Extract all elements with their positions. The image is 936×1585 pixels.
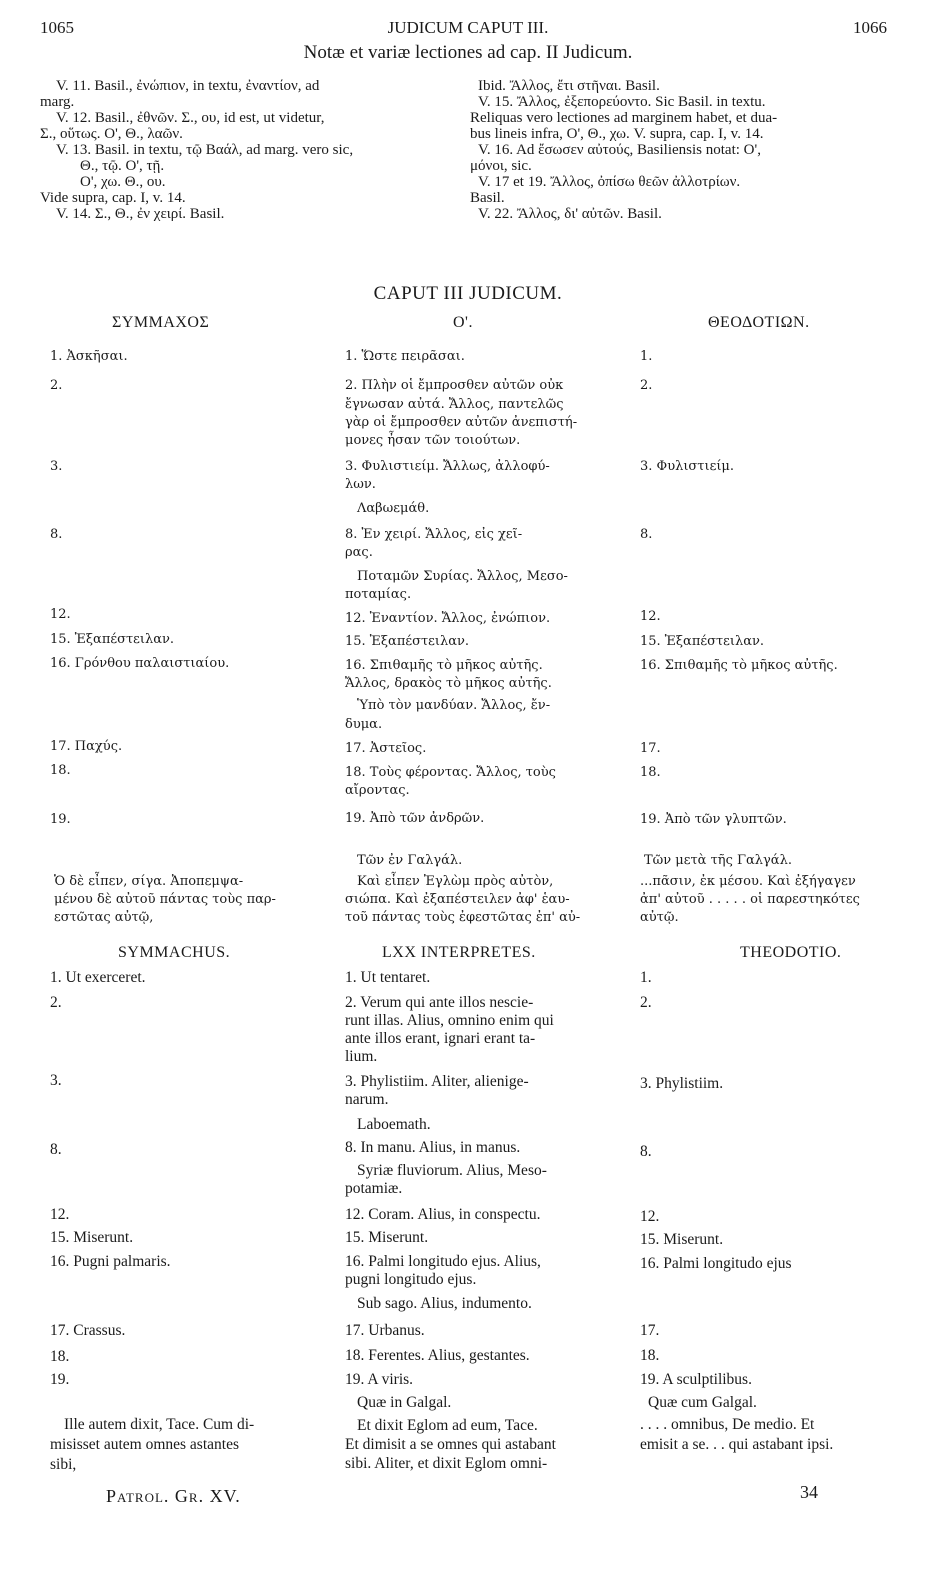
note-line: μόνοι, sic. <box>470 158 532 174</box>
text-line: ἀπ' αὐτοῦ . . . . . οἱ παρεστηκότες <box>640 892 860 907</box>
text-line: 3. Phylistiim. Aliter, alienige- <box>345 1073 529 1090</box>
text-line: lium. <box>345 1048 378 1065</box>
text-line: 8. <box>50 1141 62 1158</box>
text-line: 1. <box>640 969 652 986</box>
text-line: 18. <box>640 765 661 780</box>
text-line: ρας. <box>345 545 373 560</box>
text-line: ἔγνωσαν αὐτά. Ἄλλος, παντελῶς <box>345 397 564 412</box>
text-line: 18. <box>50 1348 70 1365</box>
text-line: Laboemath. <box>357 1116 431 1133</box>
note-line: V. 12. Basil., ἐθνῶν. Σ., ου, id est, ut videtur, <box>56 110 325 126</box>
text-line: 8. Ἐν χειρί. Ἄλλος, εἰς χεῖ- <box>345 527 523 542</box>
text-line: 17. Urbanus. <box>345 1322 425 1339</box>
text-line: 17. Ἀστεῖος. <box>345 741 427 756</box>
text-line: 17. Crassus. <box>50 1322 126 1339</box>
text-line: 3. <box>50 1072 62 1089</box>
text-line: 1. Ὥστε πειρᾶσαι. <box>345 349 465 364</box>
text-line: 15. Ἐξαπέστειλαν. <box>640 634 765 649</box>
text-line: Ὑπὸ τὸν μανδύαν. Ἄλλος, ἔν- <box>357 698 551 713</box>
text-line: 17. <box>640 1322 660 1339</box>
notes-title: Notæ et variæ lectiones ad cap. II Judicum. <box>303 42 633 63</box>
text-line: 3. Φυλιστιείμ. <box>640 459 735 474</box>
note-line: V. 14. Σ., Θ., ἐν χειρί. Basil. <box>56 206 225 222</box>
note-line: Reliquas vero lectiones ad marginem habet, et dua- <box>470 110 778 126</box>
text-line: sibi. Aliter, et dixit Eglom omni- <box>345 1455 548 1472</box>
text-line: 1. Ἀσκῆσαι. <box>50 349 128 364</box>
text-line: 3. <box>50 459 63 474</box>
text-line: τοῦ πάντας τοὺς ἐφεστῶτας ἐπ' αὐ- <box>345 910 581 925</box>
text-line: 3. Φυλιστιείμ. Ἄλλως, ἀλλοφύ- <box>345 459 550 474</box>
text-line: 19. <box>50 1371 70 1388</box>
text-line: λων. <box>345 477 376 492</box>
text-line: 19. A sculptilibus. <box>640 1371 752 1388</box>
text-line: 12. <box>50 1206 70 1223</box>
text-line: γὰρ οἱ ἔμπροσθεν αὐτῶν ἀνεπιστή- <box>345 415 578 430</box>
footer-signature: Patrol. Gr. XV. <box>106 1486 241 1506</box>
text-line: αὐτῷ. <box>640 910 679 925</box>
note-line: V. 17 et 19. Ἄλλος, ὀπίσω θεῶν ἀλλοτρίων. <box>478 174 741 190</box>
note-line: marg. <box>40 94 75 110</box>
text-line: 16. Palmi longitudo ejus. Alius, <box>345 1253 541 1270</box>
text-line: Quæ cum Galgal. <box>648 1394 757 1411</box>
greek-head-symmachus: ΣΥΜΜΑΧΟΣ <box>112 314 210 331</box>
text-line: 18. Ferentes. Alius, gestantes. <box>345 1347 530 1364</box>
text-line: δυμα. <box>345 717 383 732</box>
text-line: Et dixit Eglom ad eum, Tace. <box>357 1417 538 1434</box>
text-line: 2. Πλὴν οἱ ἔμπροσθεν αὐτῶν οὐκ <box>345 378 564 393</box>
text-line: pugni longitudo ejus. <box>345 1271 477 1288</box>
text-line: μονες ἦσαν τῶν τοιούτων. <box>345 433 521 448</box>
latin-head-symmachus: SYMMACHUS. <box>118 944 231 961</box>
note-line: Vide supra, cap. I, v. 14. <box>40 190 186 206</box>
latin-head-theodotion: THEODOTIO. <box>740 944 842 961</box>
text-line: emisit a se. . . qui astabant ipsi. <box>640 1436 834 1453</box>
footer-sheet-number: 34 <box>800 1482 818 1502</box>
text-line: misisset autem omnes astantes <box>50 1436 239 1453</box>
text-line: 19. Ἀπὸ τῶν γλυπτῶν. <box>640 812 787 827</box>
text-line: 8. <box>50 527 63 542</box>
latin-head-lxx: LXX INTERPRETES. <box>382 944 536 961</box>
note-line: V. 11. Basil., ἐνώπιον, in textu, ἐναντίον, ad <box>56 78 320 94</box>
note-line: Σ., οὕτως. Ο', Θ., λαῶν. <box>40 126 183 142</box>
text-line: Τῶν ἐν Γαλγάλ. <box>357 853 463 868</box>
text-line: Λαβωεμάθ. <box>357 501 430 516</box>
text-line: Syriæ fluviorum. Alius, Meso- <box>357 1162 547 1179</box>
text-line: 1. Ut exerceret. <box>50 969 146 986</box>
text-line: 8. <box>640 527 653 542</box>
text-line: 1. Ut tentaret. <box>345 969 431 986</box>
text-line: 8. In manu. Alius, in manus. <box>345 1139 521 1156</box>
text-line: Τῶν μετὰ τῆς Γαλγάλ. <box>644 853 792 868</box>
text-line: εστῶτας αὐτῷ, <box>54 910 154 925</box>
text-line: 12. <box>640 609 661 624</box>
text-line: 2. <box>50 994 62 1011</box>
text-line: 18. <box>640 1347 660 1364</box>
text-line: Καὶ εἶπεν Ἐγλὼμ πρὸς αὐτὸν, <box>357 874 554 889</box>
text-line: σιώπα. Καὶ ἐξαπέστειλεν ἀφ' ἑαυ- <box>345 892 570 907</box>
text-line: 2. <box>640 378 653 393</box>
text-line: 17. <box>640 741 661 756</box>
text-line: 16. Σπιθαμῆς τὸ μῆκος αὐτῆς. <box>345 658 543 673</box>
text-line: 18. Τοὺς φέροντας. Ἄλλος, τοὺς <box>345 765 556 780</box>
text-line: Ποταμῶν Συρίας. Ἄλλος, Μεσο- <box>357 569 568 584</box>
note-line: V. 16. Ad ἔσωσεν αὐτούς, Basiliensis notat: Ο', <box>478 142 761 158</box>
text-line: 12. <box>640 1208 660 1225</box>
text-line: Ἄλλος, δρακὸς τὸ μῆκος αὐτῆς. <box>345 676 552 691</box>
text-line: 15. Ἐξαπέστειλαν. <box>345 634 470 649</box>
text-line: sibi, <box>50 1456 77 1473</box>
text-line: ποταμίας. <box>345 587 412 602</box>
text-line: αἴροντας. <box>345 783 410 798</box>
note-line: bus lineis infra, Ο', Θ., χω. V. supra, cap. I, v. 14. <box>470 126 764 142</box>
page-number-left: 1065 <box>40 18 74 37</box>
text-line: 2. Verum qui ante illos nescie- <box>345 994 534 1011</box>
text-line: μένου δὲ αὐτοῦ πάντας τοὺς παρ- <box>54 892 276 907</box>
note-line: Ibid. Ἄλλος, ἔτι στῆναι. Basil. <box>478 78 660 94</box>
text-line: 2. <box>640 994 652 1011</box>
text-line: . . . . omnibus, De medio. Et <box>640 1416 815 1433</box>
text-line: 19. A viris. <box>345 1371 414 1388</box>
text-line: 15. Miserunt. <box>640 1231 724 1248</box>
text-line: Quæ in Galgal. <box>357 1394 452 1411</box>
text-line: 12. Coram. Alius, in conspectu. <box>345 1206 541 1223</box>
note-line: V. 13. Basil. in textu, τῷ Βαάλ, ad marg. vero sic, <box>56 142 354 158</box>
greek-head-lxx: Ο'. <box>453 314 473 331</box>
text-line: 15. Ἐξαπέστειλαν. <box>50 632 175 647</box>
text-line: Sub sago. Alius, indumento. <box>357 1295 532 1312</box>
greek-head-theodotion: ΘΕΟΔΟΤΙΩΝ. <box>708 314 810 331</box>
text-line: 17. Παχύς. <box>50 739 123 754</box>
text-line: 3. Phylistiim. <box>640 1075 724 1092</box>
note-line: Θ., τῷ. Ο', τῇ. <box>80 158 165 174</box>
text-line: 18. <box>50 763 71 778</box>
note-line: V. 15. Ἄλλος, ἐξεπορεύοντο. Sic Basil. in textu. <box>478 94 766 110</box>
note-line: Ο', χω. Θ., ου. <box>80 174 166 190</box>
page-number-right: 1066 <box>853 18 887 37</box>
text-line: 12. Ἐναντίον. Ἄλλος, ἐνώπιον. <box>345 611 551 626</box>
text-line: 8. <box>640 1143 652 1160</box>
text-line: potamiæ. <box>345 1180 403 1197</box>
caput-title: CAPUT III JUDICUM. <box>373 283 563 304</box>
text-line: 16. Palmi longitudo ejus <box>640 1255 792 1272</box>
text-line: Ille autem dixit, Tace. Cum di- <box>64 1416 255 1433</box>
text-line: 12. <box>50 607 71 622</box>
text-line: 2. <box>50 378 63 393</box>
note-line: V. 22. Ἄλλος, δι' αὐτῶν. Basil. <box>478 206 662 222</box>
note-line: Basil. <box>470 190 505 206</box>
text-line: Ὁ δὲ εἶπεν, σίγα. Ἀποπεμψα- <box>54 874 244 889</box>
text-line: narum. <box>345 1091 389 1108</box>
text-line: 19. <box>50 812 71 827</box>
text-line: 15. Miserunt. <box>50 1229 134 1246</box>
text-line: Et dimisit a se omnes qui astabant <box>345 1436 556 1453</box>
text-line: 16. Pugni palmaris. <box>50 1253 171 1270</box>
text-line: 1. <box>640 349 653 364</box>
text-line: 15. Miserunt. <box>345 1229 429 1246</box>
text-line: 16. Σπιθαμῆς τὸ μῆκος αὐτῆς. <box>640 658 838 673</box>
text-line: runt illas. Alius, omnino enim qui <box>345 1012 554 1029</box>
text-line: 19. Ἀπὸ τῶν ἀνδρῶν. <box>345 811 485 826</box>
text-line: ante illos erant, ignari erant ta- <box>345 1030 536 1047</box>
text-line: 16. Γρόνθου παλαιστιαίου. <box>50 656 230 671</box>
running-title: JUDICUM CAPUT III. <box>387 18 549 37</box>
text-line: ...πᾶσιν, ἐκ μέσου. Καὶ ἐξήγαγεν <box>640 874 856 889</box>
